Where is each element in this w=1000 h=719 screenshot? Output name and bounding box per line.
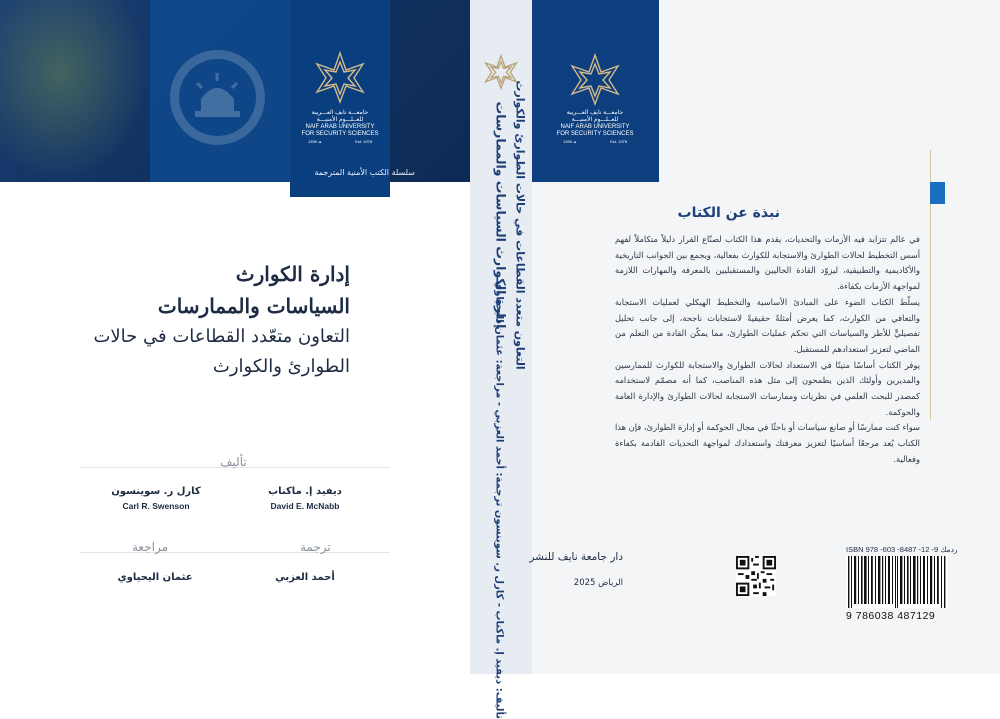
author2-english-name: Carl R. Swenson <box>122 501 190 511</box>
author-1 <box>255 486 355 511</box>
logo-year-hijri: 1399 هـ <box>563 139 577 144</box>
back-logo-panel <box>532 0 659 182</box>
about-heading: نبذة عن الكتاب <box>677 205 780 221</box>
about-paragraph: يسلّط الكتاب الضوء على المبادئ الأساسية والتخطيط الهيكلي لعمليات الاستجابة والتعافي من الكوارث، كما يعرض أمثلةً حقيقيةً لاستجابات ناجحة، إلى جانب تحليل تفصيليٍّ للأطر والسياسات التي تحكم عمليات الطوارئ، مما يمكّن القادة من التعلم من الماضي لتعزيز استعدادهم للمستقبل. <box>615 296 920 354</box>
author2-arabic-name: كارل ر. سوينسون <box>111 486 201 497</box>
qr-code-icon <box>736 556 776 596</box>
publisher-name: دار جامعة نايف للنشر <box>529 551 623 563</box>
book-subtitle-line2: الطوارئ والكوارث <box>212 356 350 377</box>
barcode-number: 9 786038 487129 <box>846 610 936 622</box>
series-label: سلسلة الكتب الأمنية المترجمة <box>314 168 415 177</box>
about-text <box>615 232 920 468</box>
logo-arabic-line1: جامعـــة نايف العـــربية <box>311 110 369 116</box>
logo-english-line2: FOR SECURITY SCIENCES <box>556 131 634 137</box>
logo-year-hijri: 1399 هـ <box>308 139 322 144</box>
book-subtitle-line1: التعاون متعّدد القطاعات في حالات <box>93 326 350 347</box>
author1-english-name: David E. McNabb <box>270 501 340 511</box>
logo-arabic-line2: للعــلـــوم الأمنيـــة <box>571 117 619 123</box>
front-title-block <box>50 258 350 382</box>
spine-title: إدارة الكوارث السياسات والممارسات <box>493 101 509 329</box>
accent-block <box>930 182 945 204</box>
author-2 <box>106 486 206 511</box>
about-paragraph: يوفر الكتاب أساسًا متينًا في الاستعداد لحالات الطوارئ والاستجابة للكوارث للممارسين والمديرين وأولئك الذين يطمحون إلى مثل هذه المناصب، كما أنه مصمّم لاستخدامه كمصدر للبحث العلمي في نظريات وممارسات الاستجابة لحالات الطوارئ والإدارة العامة والحوكمة. <box>615 359 920 417</box>
logo-english-line1: NAIF ARAB UNIVERSITY <box>305 124 375 130</box>
isbn: ISBN 978 -603 -8487 -12 -9 ردمك <box>846 545 958 554</box>
spine-credits: تأليف: ديفيد إ. ماكناب - كارل ر. سوينسون ترجمة: أحمد العزبي - مراجعة: عثمان اليحياوي <box>493 281 505 719</box>
divider <box>80 552 390 553</box>
book-title-line2: السياسات والممارسات <box>157 294 350 318</box>
spine-subtitle: التعاون متعدد القطاعات في حالات الطوارئ والكوارث <box>513 80 527 370</box>
authors-label: تأليف <box>220 455 247 469</box>
logo-year-est: Est. 1978 <box>610 139 627 144</box>
emergency-siren-icon <box>170 50 265 145</box>
review-label: مراجعة <box>132 540 169 554</box>
logo-arabic-line2: للعــلـــوم الأمنيـــة <box>316 117 364 123</box>
logo-english-line1: NAIF ARAB UNIVERSITY <box>560 124 630 130</box>
logo-english-line2: FOR SECURITY SCIENCES <box>301 131 379 137</box>
about-paragraph: سواء كنت ممارسًا أو صانع سياسات أو باحثًا في مجال الحوكمة أو إدارة الطوارئ، فإن هذا الكتاب يُعد مرجعًا أساسيًا لتعزيز معرفتك واستعدادك لمواجهة التحديات القادمة بكفاءة وفعالية. <box>615 422 920 464</box>
reviewer-name: عثمان اليحياوي <box>117 572 193 583</box>
logo-arabic-line1: جامعـــة نايف العـــربية <box>566 110 624 116</box>
author1-arabic-name: ديفيد إ. ماكناب <box>268 486 342 497</box>
about-paragraph: في عالم تتزايد فيه الأزمات والتحديات، يقدم هذا الكتاب لصنّاع القرار دليلاً متكاملاً لفهم أسس التخطيط لحالات الطوارئ والاستجابة للكوارث بفعالية، ويجمع بين الجوانب التاريخية والأكاديمية والتطبيقية، ليزوّد القادة الحاليين والمستقبليين بالمعرفة والمهارات اللازمة لمواجهة الأزمات بكفاءة. <box>615 234 920 292</box>
logo-year-est: Est. 1978 <box>355 139 372 144</box>
city-year: الرياض 2025 <box>573 578 623 588</box>
cover-photo <box>0 0 150 182</box>
university-star-logo-icon <box>310 50 370 105</box>
translation-label: ترجمة <box>300 540 331 554</box>
barcode-icon <box>846 556 948 608</box>
university-star-logo-icon <box>565 52 625 107</box>
book-title-line1: إدارة الكوارث <box>235 262 350 286</box>
translator-name: أحمد العزبي <box>275 572 335 583</box>
